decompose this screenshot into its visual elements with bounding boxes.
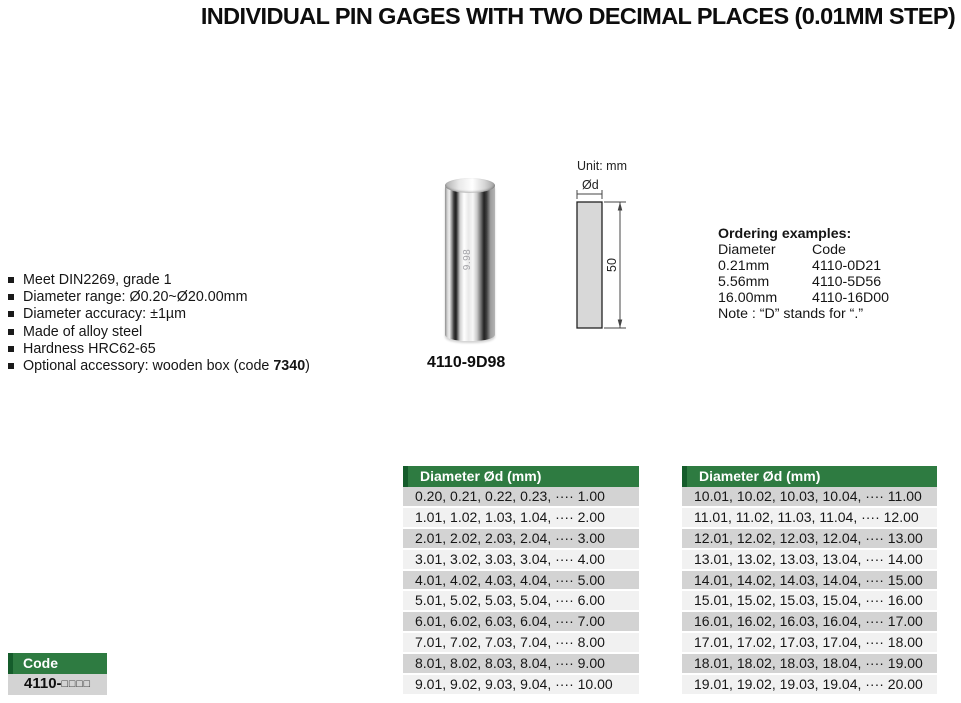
bullet-square-icon bbox=[8, 294, 14, 300]
feature-text: Meet DIN2269, grade 1 bbox=[23, 272, 172, 288]
table-header: Diameter Ød (mm) bbox=[682, 466, 937, 487]
feature-text: Diameter accuracy: ±1µm bbox=[23, 306, 187, 323]
ordering-column-headers bbox=[718, 242, 889, 258]
code-value bbox=[8, 674, 107, 695]
table-row: 3.01, 3.02, 3.03, 3.04, ···· 4.00 bbox=[403, 550, 639, 571]
feature-item bbox=[8, 341, 310, 358]
bullet-square-icon bbox=[8, 311, 14, 317]
ordering-code-value: 4110-5D56 bbox=[812, 274, 882, 290]
pin-gage-photo bbox=[445, 179, 495, 341]
feature-item bbox=[8, 358, 310, 375]
feature-text: Optional accessory: wooden box (code 7340) bbox=[23, 357, 310, 374]
table-row: 14.01, 14.02, 14.03, 14.04, ···· 15.00 bbox=[682, 571, 937, 592]
bullet-square-icon bbox=[8, 329, 14, 335]
product-code-label: 4110-9D98 bbox=[427, 354, 506, 371]
table-row: 0.20, 0.21, 0.22, 0.23, ···· 1.00 bbox=[403, 487, 639, 508]
diameter-table-1 bbox=[403, 466, 639, 696]
table-row: 17.01, 17.02, 17.03, 17.04, ···· 18.00 bbox=[682, 633, 937, 654]
table-row: 5.01, 5.02, 5.03, 5.04, ···· 6.00 bbox=[403, 591, 639, 612]
pin-outline-rect bbox=[577, 202, 602, 328]
dimension-drawing bbox=[556, 153, 636, 338]
table-row: 9.01, 9.02, 9.03, 9.04, ···· 10.00 bbox=[403, 675, 639, 696]
code-box-header: Code bbox=[8, 653, 107, 674]
ordering-row bbox=[718, 274, 889, 290]
ordering-col-code: Code bbox=[812, 242, 846, 258]
table-rows bbox=[682, 487, 937, 696]
diameter-table-2 bbox=[682, 466, 937, 696]
pin-top-face bbox=[445, 178, 495, 193]
table-row: 1.01, 1.02, 1.03, 1.04, ···· 2.00 bbox=[403, 508, 639, 529]
feature-text: Diameter range: Ø0.20~Ø20.00mm bbox=[23, 289, 248, 306]
feature-text: Made of alloy steel bbox=[23, 323, 143, 340]
diameter-dim-label: Ød bbox=[582, 178, 599, 192]
ordering-row bbox=[718, 258, 889, 274]
unit-label: Unit: mm bbox=[577, 159, 627, 173]
ordering-diameter-value: 16.00mm bbox=[718, 290, 778, 306]
ordering-heading: Ordering examples: bbox=[718, 226, 852, 242]
table-row: 4.01, 4.02, 4.03, 4.04, ···· 5.00 bbox=[403, 571, 639, 592]
feature-item bbox=[8, 289, 310, 306]
ordering-diameter-value: 0.21mm bbox=[718, 258, 770, 274]
table-row: 10.01, 10.02, 10.03, 10.04, ···· 11.00 bbox=[682, 487, 937, 508]
table-row: 18.01, 18.02, 18.03, 18.04, ···· 19.00 bbox=[682, 654, 937, 675]
feature-item bbox=[8, 272, 310, 289]
table-row: 15.01, 15.02, 15.03, 15.04, ···· 16.00 bbox=[682, 591, 937, 612]
ordering-rows bbox=[718, 258, 889, 306]
table-row: 7.01, 7.02, 7.03, 7.04, ···· 8.00 bbox=[403, 633, 639, 654]
feature-text: Hardness HRC62-65 bbox=[23, 340, 156, 357]
length-dim-label: 50 bbox=[605, 258, 619, 272]
bullet-square-icon bbox=[8, 346, 14, 352]
ordering-code-value: 4110-0D21 bbox=[812, 258, 882, 274]
feature-item bbox=[8, 324, 310, 341]
table-row: 8.01, 8.02, 8.03, 8.04, ···· 9.00 bbox=[403, 654, 639, 675]
feature-list bbox=[8, 272, 310, 375]
arrow-down-icon bbox=[618, 320, 623, 329]
table-row: 6.01, 6.02, 6.03, 6.04, ···· 7.00 bbox=[403, 612, 639, 633]
ordering-examples bbox=[718, 226, 889, 322]
table-row: 13.01, 13.02, 13.03, 13.04, ···· 14.00 bbox=[682, 550, 937, 571]
arrow-up-icon bbox=[618, 202, 623, 211]
ordering-diameter-value: 5.56mm bbox=[718, 274, 770, 290]
table-rows bbox=[403, 487, 639, 696]
table-row: 12.01, 12.02, 12.03, 12.04, ···· 13.00 bbox=[682, 529, 937, 550]
code-prefix: 4110- bbox=[24, 675, 62, 692]
table-row: 19.01, 19.02, 19.03, 19.04, ···· 20.00 bbox=[682, 675, 937, 696]
bullet-square-icon bbox=[8, 277, 14, 283]
table-row: 11.01, 11.02, 11.03, 11.04, ···· 12.00 bbox=[682, 508, 937, 529]
table-header: Diameter Ød (mm) bbox=[403, 466, 639, 487]
pin-marking-text: 9.98 bbox=[462, 248, 474, 271]
ordering-row bbox=[718, 290, 889, 306]
ordering-col-diameter: Diameter bbox=[718, 242, 776, 258]
bullet-square-icon bbox=[8, 363, 14, 369]
ordering-code-value: 4110-16D00 bbox=[812, 290, 890, 306]
code-box bbox=[8, 653, 107, 695]
table-row: 16.01, 16.02, 16.03, 16.04, ···· 17.00 bbox=[682, 612, 937, 633]
feature-item bbox=[8, 306, 310, 323]
ordering-note: Note : “D” stands for “.” bbox=[718, 306, 864, 322]
page-title: INDIVIDUAL PIN GAGES WITH TWO DECIMAL PLACES (0.01MM STEP) bbox=[200, 3, 956, 29]
code-placeholder-squares: □□□□ bbox=[61, 677, 91, 690]
table-row: 2.01, 2.02, 2.03, 2.04, ···· 3.00 bbox=[403, 529, 639, 550]
